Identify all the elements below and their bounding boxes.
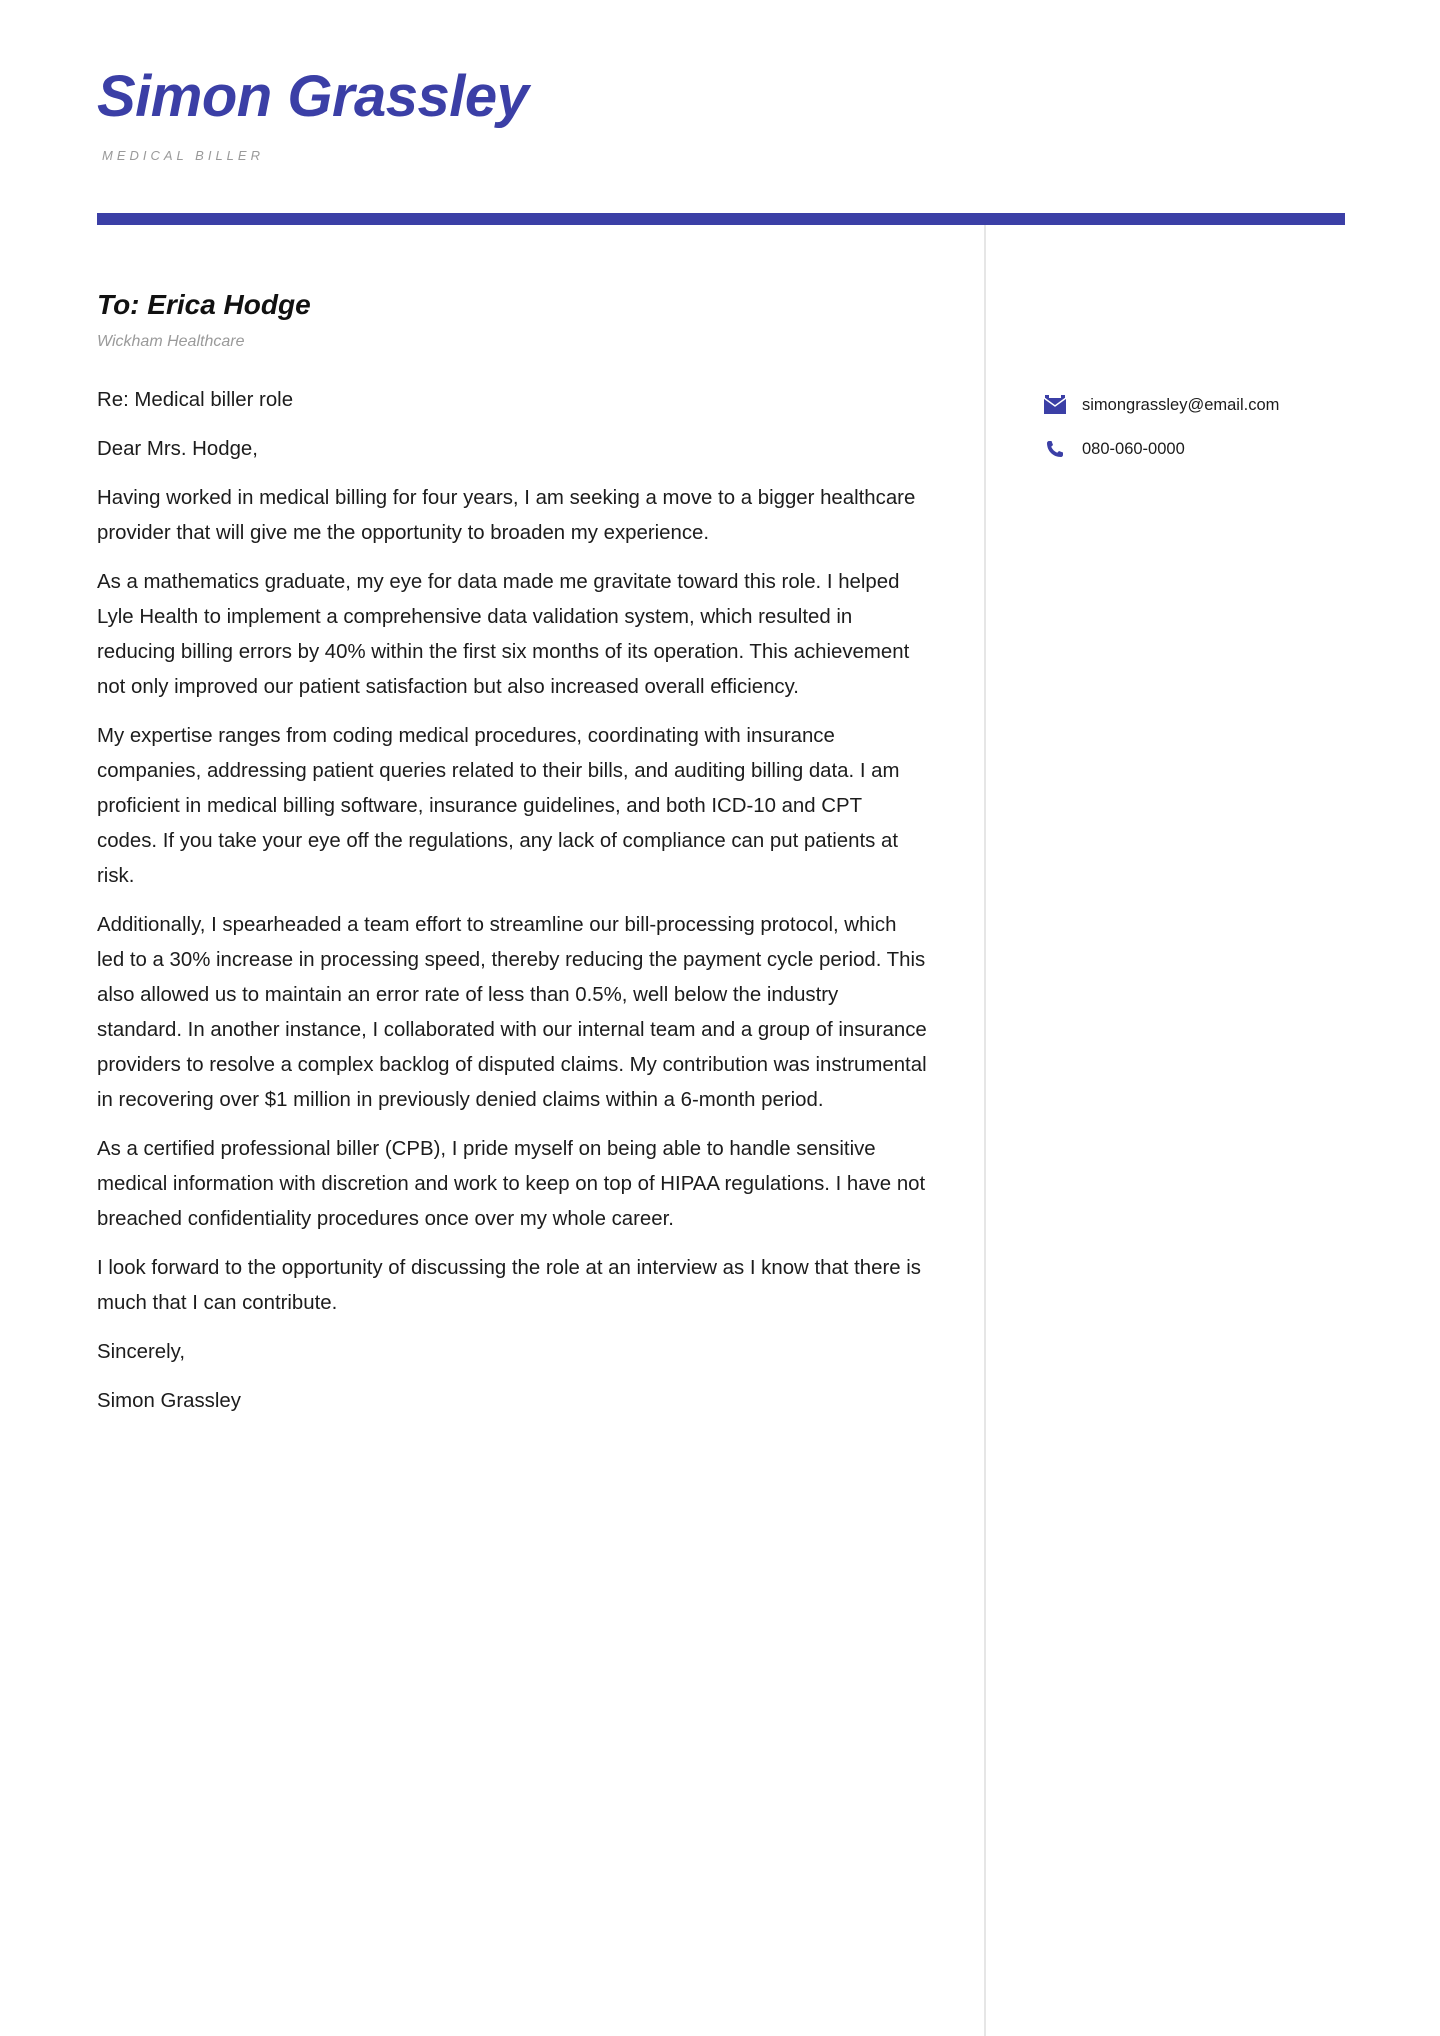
contact-phone[interactable]: 080-060-0000: [1082, 439, 1185, 458]
recipient-company: Wickham Healthcare: [97, 333, 245, 350]
name-heading: Simon Grassley: [97, 64, 529, 129]
letter-closing: Sincerely,: [97, 1341, 186, 1363]
letter-subject: Re: Medical biller role: [97, 389, 294, 411]
contact-panel: [1042, 383, 1342, 471]
letter-paragraph: Additionally, I spearheaded a team effort to streamline our bill-processing protocol, which led to a 30% increase in processing speed, thereby reducing the payment cycle period. This also allowed us to maintain an error rate of less than 0.5%, well below the industry standard. In another instance, I collaborated with our internal team and a group of insurance providers to resolve a complex backlog of disputed claims. My contribution was instrumental in recovering over $1 million in previously denied claims within a 6-month period.: [97, 914, 927, 1111]
header-bar: [97, 213, 1345, 225]
contact-phone-row[interactable]: [1042, 427, 1342, 471]
letter-paragraph: My expertise ranges from coding medical procedures, coordinating with insurance companies, addressing patient queries related to their bills, and auditing billing data. I am proficient in medical billing software, insurance guidelines, and both ICD-10 and CPT codes. If you take your eye off the regulations, any lack of compliance can put patients at risk.: [97, 725, 900, 887]
letter-body: [97, 383, 927, 1433]
letter-paragraph: Having worked in medical billing for four years, I am seeking a move to a bigger healthcare provider that will give me the opportunity to broaden my experience.: [97, 487, 916, 544]
letter-signature: Simon Grassley: [97, 1390, 241, 1412]
contact-email-row[interactable]: [1042, 383, 1342, 427]
phone-icon: [1042, 436, 1068, 462]
job-title: MEDICAL BILLER: [102, 148, 264, 163]
letter-paragraph: I look forward to the opportunity of discussing the role at an interview as I know that there is much that I can contribute.: [97, 1257, 921, 1314]
contact-email[interactable]: simongrassley@email.com: [1082, 395, 1280, 414]
recipient-name: To: Erica Hodge: [97, 289, 311, 320]
column-divider: [984, 225, 986, 2036]
envelope-icon: [1042, 392, 1068, 418]
letter-paragraph: As a mathematics graduate, my eye for data made me gravitate toward this role. I helped Lyle Health to implement a comprehensive data validation system, which resulted in reducing billing errors by 40% within the first six months of its operation. This achievement not only improved our patient satisfaction but also increased overall efficiency.: [97, 571, 910, 698]
letter-greeting: Dear Mrs. Hodge,: [97, 438, 258, 460]
letter-paragraph: As a certified professional biller (CPB), I pride myself on being able to handle sensitive medical information with discretion and work to keep on top of HIPAA regulations. I have not breached confidentiality procedures once over my whole career.: [97, 1138, 926, 1230]
